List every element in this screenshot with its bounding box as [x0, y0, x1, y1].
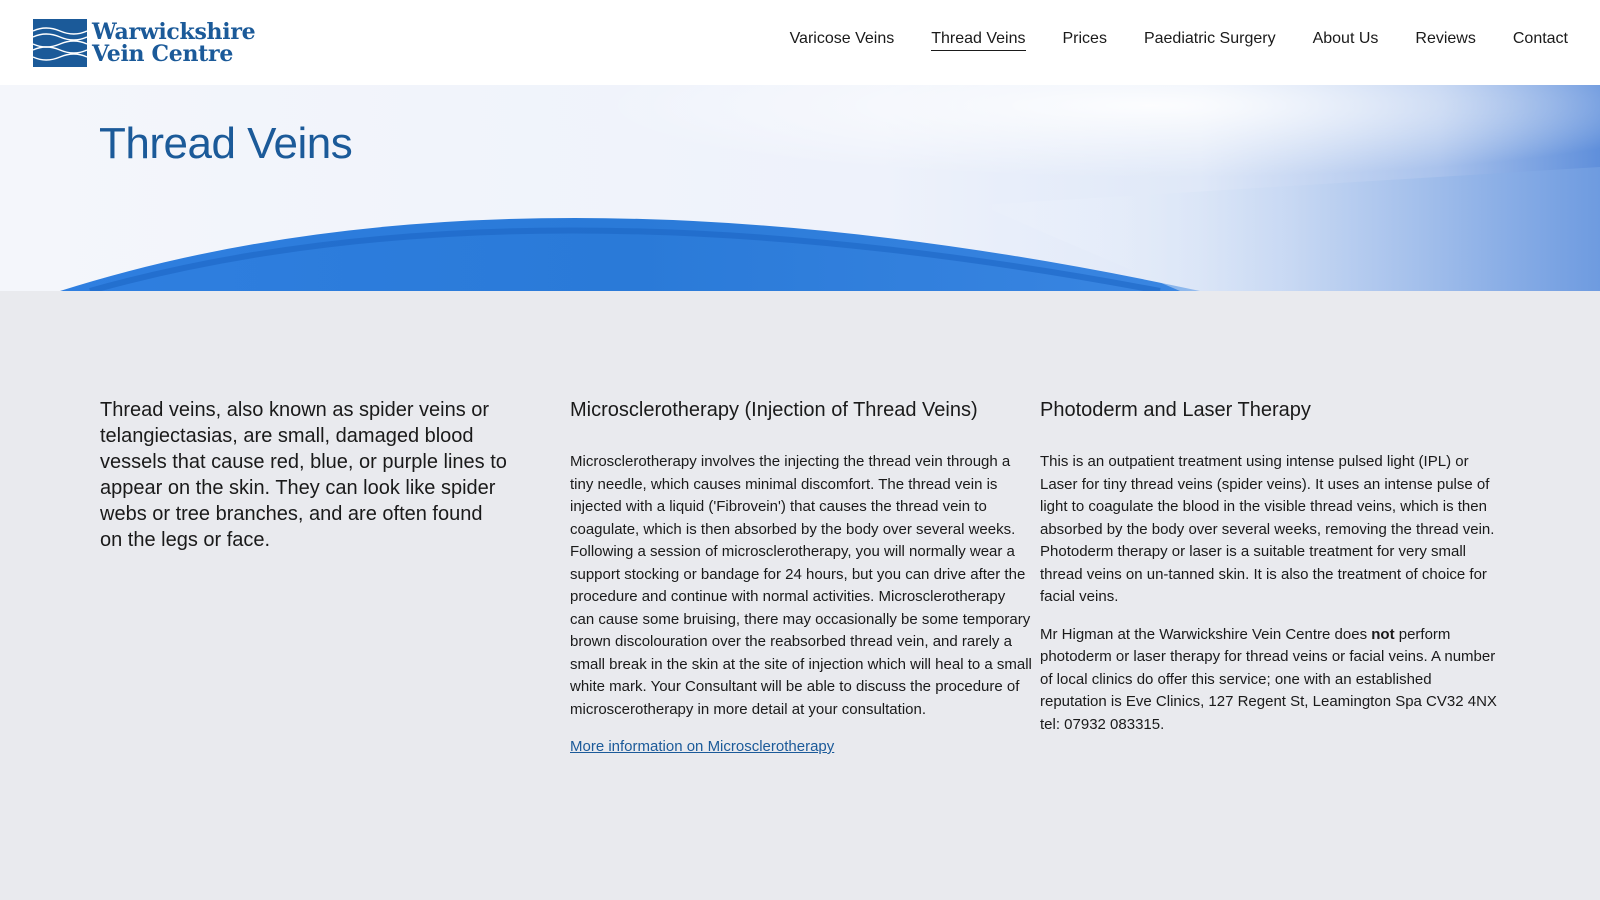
microsclerotherapy-body: Microsclerotherapy involves the injecting the thread vein through a tiny needle, which causes minimal discomfort. The thread vein is injected with a liquid ('Fibrovein') that causes the thread vein to coagulate, which is then absorbed by the body over several weeks. Following a session of microsclerotherapy, you will normally wear a support stocking or bandage for 24 hours, but you can drive after the procedure and continue with normal activities. Microsclerotherapy can cause some bruising, there may occasionally be some temporary brown discolouration over the reabsorbed thread vein, and rarely a small break in the skin at the site of injection which will heal to a small white mark. Your Consultant will be able to discuss the procedure of microscerotherapy in more detail at your consultation. [570, 453, 1032, 718]
intro-column [100, 397, 510, 553]
photoderm-column [1040, 397, 1502, 751]
site-header [0, 0, 1600, 85]
page-title: Thread Veins [99, 119, 353, 168]
hero-banner [0, 85, 1600, 291]
hero-background-image [0, 85, 1600, 291]
photoderm-notice [1040, 624, 1502, 737]
photoderm-notice-start: Mr Higman at the Warwickshire Vein Centre does [1040, 625, 1372, 643]
main-nav [790, 30, 1568, 51]
nav-contact[interactable]: Contact [1512, 30, 1568, 47]
photoderm-notice-end: perform photoderm or laser therapy for thread veins or facial veins. A number of local clinics do offer this service; one with an established reputation is Eve Clinics, 127 Regent St, Leamington Spa CV32 4NX tel: 07932 083315. [1040, 625, 1497, 733]
photoderm-notice-emphasis: not [1371, 625, 1395, 643]
site-logo[interactable] [33, 19, 255, 67]
nav-prices[interactable]: Prices [1062, 30, 1107, 47]
photoderm-body: This is an outpatient treatment using intense pulsed light (IPL) or Laser for tiny thread veins (spider veins). It uses an intense pulse of light to coagulate the blood in the visible thread veins, which is then absorbed by the body over several weeks, removing the thread vein. Photoderm therapy or laser is a suitable treatment for very small thread veins on un-tanned skin. It is also the treatment of choice for facial veins. [1040, 453, 1495, 605]
microsclerotherapy-column [570, 397, 1032, 755]
wave-lines-logo-icon [33, 19, 87, 67]
nav-paediatric-surgery[interactable]: Paediatric Surgery [1143, 30, 1276, 47]
nav-varicose-veins[interactable]: Varicose Veins [789, 30, 895, 47]
intro-text: Thread veins, also known as spider veins or telangiectasias, are small, damaged blood vessels that cause red, blue, or purple lines to appear on the skin. They can look like spider webs or tree branches, and are often found on the legs or face. [100, 399, 507, 551]
nav-reviews[interactable]: Reviews [1415, 30, 1476, 47]
nav-thread-veins[interactable]: Thread Veins [931, 30, 1025, 51]
logo-text [92, 21, 255, 65]
microsclerotherapy-more-link[interactable]: More information on Microsclerotherapy [570, 738, 835, 755]
microsclerotherapy-heading: Microsclerotherapy (Injection of Thread Veins) [570, 399, 978, 421]
main-content [0, 291, 1600, 900]
nav-about-us[interactable]: About Us [1312, 30, 1379, 47]
logo-line-1: Warwickshire [92, 19, 256, 45]
logo-line-2: Vein Centre [92, 41, 234, 67]
photoderm-heading: Photoderm and Laser Therapy [1040, 399, 1311, 421]
